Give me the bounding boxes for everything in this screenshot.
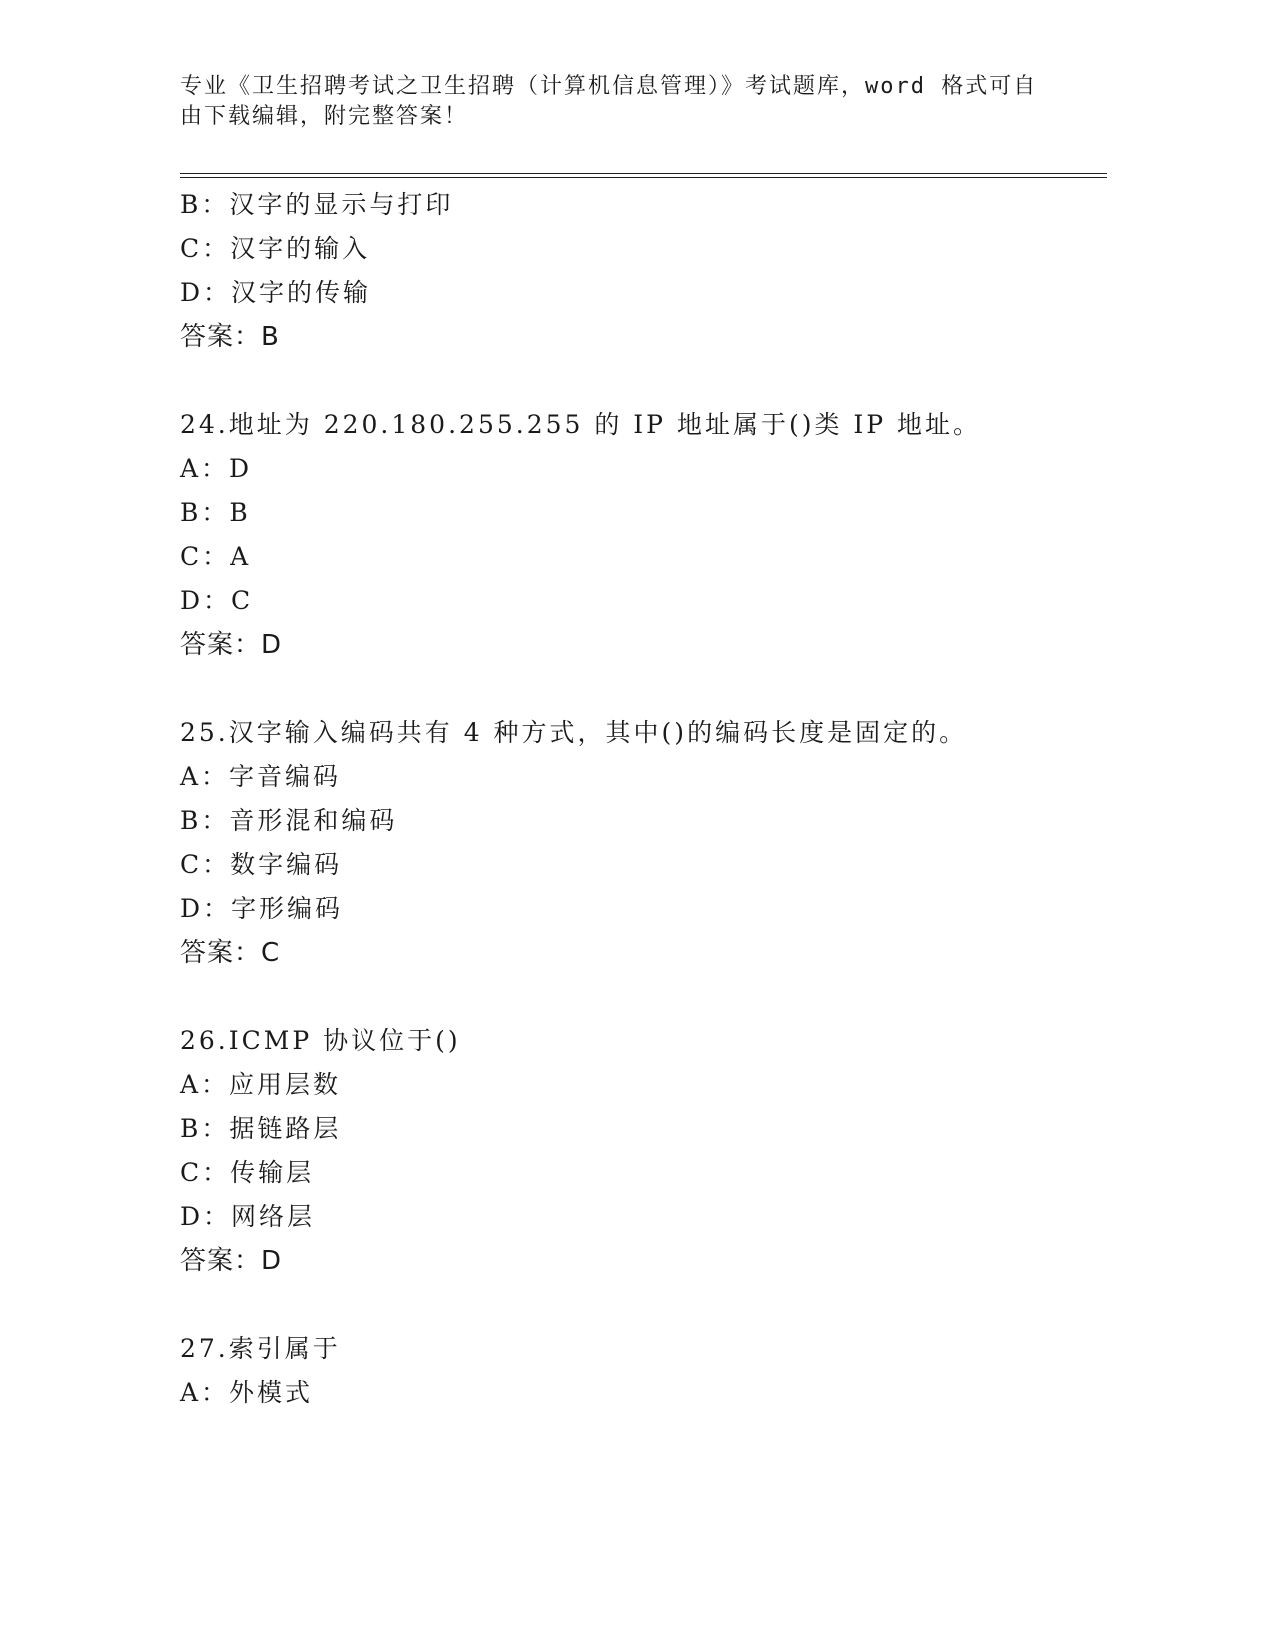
header-divider-bottom [180,177,1107,178]
question-block [180,403,1110,667]
option-b: B：据链路层 [180,1114,342,1143]
question-stem: 24.地址为 220.180.255.255 的 IP 地址属于()类 IP 地址。 [180,410,982,439]
header-line-1: 专业《卫生招聘考试之卫生招聘（计算机信息管理）》考试题库，word 格式可自 [180,74,1038,99]
question-block-continued [180,183,1110,359]
option-d: D：C [180,586,254,615]
question-block [180,711,1110,975]
answer-line: 答案：D [180,1246,283,1276]
spacer [180,359,1110,403]
spacer [180,1283,1110,1327]
option-d: D：字形编码 [180,894,344,923]
option-c: C：数字编码 [180,850,343,879]
option-d: D：汉字的传输 [180,278,372,307]
document-header [180,72,1040,132]
option-a: A：应用层数 [180,1070,342,1099]
option-b: B：B [180,498,251,527]
option-a: A：字音编码 [180,762,342,791]
option-a: A：D [180,454,253,483]
answer-line: 答案：D [180,630,283,660]
answer-line: 答案：B [180,322,280,352]
spacer [180,667,1110,711]
option-d: D：网络层 [180,1202,316,1231]
option-a: A：外模式 [180,1378,314,1407]
option-c: C：汉字的输入 [180,234,371,263]
question-stem: 27.索引属于 [180,1334,341,1363]
header-divider-top [180,173,1107,174]
header-line-2: 由下载编辑，附完整答案！ [180,104,469,129]
spacer [180,975,1110,1019]
option-c: C：传输层 [180,1158,315,1187]
answer-line: 答案：C [180,938,281,968]
option-b: B：音形混和编码 [180,806,398,835]
question-block [180,1019,1110,1283]
question-block [180,1327,1110,1415]
question-stem: 26.ICMP 协议位于() [180,1026,461,1055]
option-c: C：A [180,542,252,571]
question-list [180,183,1110,1415]
question-stem: 25.汉字输入编码共有 4 种方式，其中()的编码长度是固定的。 [180,718,968,747]
option-b: B：汉字的显示与打印 [180,190,454,219]
